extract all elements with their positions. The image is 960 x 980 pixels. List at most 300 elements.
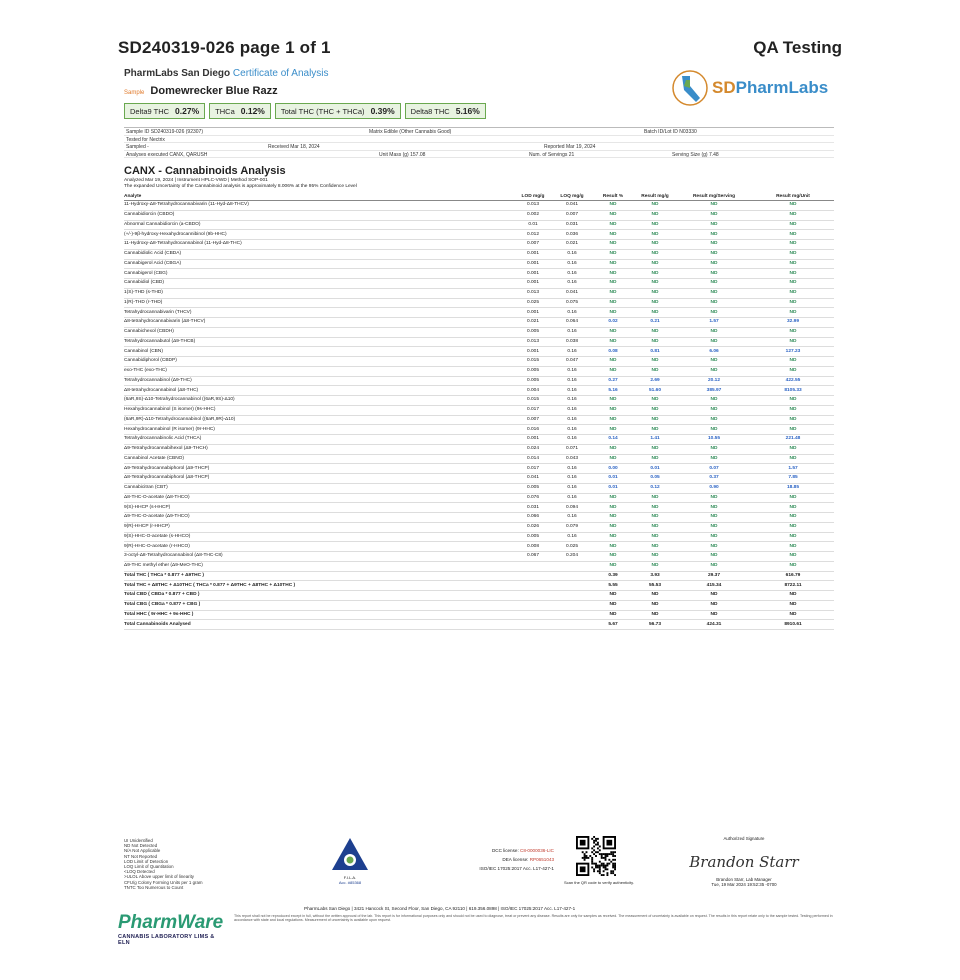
- result-cell: ND: [634, 259, 676, 269]
- result-cell: 0.05: [634, 474, 676, 484]
- potency-pill: [275, 103, 401, 119]
- cannabinoid-results-table: [124, 193, 834, 630]
- analyte-name: 9(S)-HHCP (s-HHCP): [124, 503, 514, 513]
- fila-logo-icon: [330, 836, 370, 874]
- result-cell: ND: [752, 288, 834, 298]
- result-cell: ND: [634, 513, 676, 523]
- empty-cell: [514, 591, 552, 601]
- analyte-name: Cannabicitran (CBT): [124, 483, 514, 493]
- result-cell: 0.017: [514, 464, 552, 474]
- result-cell: ND: [676, 532, 752, 542]
- result-cell: 0.013: [514, 337, 552, 347]
- table-row: [124, 542, 834, 552]
- total-value: ND: [634, 600, 676, 610]
- result-cell: ND: [676, 249, 752, 259]
- result-cell: 0.005: [514, 532, 552, 542]
- result-cell: 0.041: [552, 201, 592, 211]
- total-value: 3.93: [634, 571, 676, 581]
- total-value: 5.55: [592, 581, 634, 591]
- result-cell: 0.08: [592, 347, 634, 357]
- result-cell: ND: [752, 240, 834, 250]
- logo-text: SDPharmLabs: [712, 78, 829, 97]
- result-cell: ND: [752, 396, 834, 406]
- result-cell: ND: [634, 503, 676, 513]
- sample-metadata: [124, 127, 834, 159]
- table-row: [124, 259, 834, 269]
- total-value: 415.34: [676, 581, 752, 591]
- result-cell: ND: [592, 444, 634, 454]
- result-cell: ND: [676, 493, 752, 503]
- result-cell: ND: [676, 522, 752, 532]
- analyte-name: (+/-)-9β-hydroxy-Hexahydrocannibinol (9b-HHC): [124, 230, 514, 240]
- empty-cell: [514, 571, 552, 581]
- result-cell: ND: [592, 415, 634, 425]
- result-cell: ND: [676, 259, 752, 269]
- table-row: [124, 249, 834, 259]
- result-cell: ND: [676, 308, 752, 318]
- total-row: [124, 591, 834, 601]
- result-cell: ND: [752, 561, 834, 571]
- result-cell: ND: [676, 240, 752, 250]
- column-header: LOQ mg/g: [552, 193, 592, 201]
- total-label: Total Cannabinoids Analysed: [124, 620, 514, 630]
- result-cell: ND: [676, 561, 752, 571]
- result-cell: ND: [592, 240, 634, 250]
- result-cell: 0.16: [552, 483, 592, 493]
- result-cell: 0.064: [552, 318, 592, 328]
- result-cell: ND: [752, 201, 834, 211]
- result-cell: 221.48: [752, 435, 834, 445]
- result-cell: ND: [752, 425, 834, 435]
- qr-caption: Scan the QR code to verify authenticity.: [564, 880, 634, 885]
- result-cell: ND: [634, 240, 676, 250]
- empty-cell: [552, 610, 592, 620]
- result-cell: 385.97: [676, 386, 752, 396]
- table-row: [124, 464, 834, 474]
- total-row: [124, 610, 834, 620]
- table-row: [124, 318, 834, 328]
- fila-accreditation: [328, 836, 372, 885]
- table-row: [124, 376, 834, 386]
- result-cell: 0.016: [514, 425, 552, 435]
- analyte-name: Cannabidiphorol (CBDP): [124, 357, 514, 367]
- result-cell: 0.16: [552, 249, 592, 259]
- result-cell: 0.16: [552, 376, 592, 386]
- potency-pill: [124, 103, 205, 119]
- result-cell: ND: [592, 513, 634, 523]
- result-cell: ND: [752, 522, 834, 532]
- result-cell: 8105.33: [752, 386, 834, 396]
- result-cell: ND: [676, 220, 752, 230]
- result-cell: ND: [752, 542, 834, 552]
- result-cell: ND: [752, 503, 834, 513]
- total-value: ND: [752, 610, 834, 620]
- result-cell: 0.094: [552, 503, 592, 513]
- result-cell: 0.21: [634, 318, 676, 328]
- handwritten-signature: Brandon Starr: [689, 853, 799, 871]
- result-cell: ND: [752, 259, 834, 269]
- total-value: 616.79: [752, 571, 834, 581]
- result-cell: 0.16: [552, 474, 592, 484]
- table-row: [124, 415, 834, 425]
- result-cell: ND: [676, 269, 752, 279]
- result-cell: ND: [752, 513, 834, 523]
- result-cell: 127.23: [752, 347, 834, 357]
- signed-at: Tue, 19 Mar 2024 19:52:35 -0700: [711, 882, 777, 887]
- result-cell: ND: [592, 493, 634, 503]
- result-cell: 0.16: [552, 366, 592, 376]
- result-cell: ND: [676, 327, 752, 337]
- result-cell: ND: [634, 454, 676, 464]
- result-cell: 0.015: [514, 357, 552, 367]
- result-cell: 0.16: [552, 279, 592, 289]
- result-cell: 1.57: [676, 318, 752, 328]
- table-row: [124, 210, 834, 220]
- total-value: 8722.11: [752, 581, 834, 591]
- table-row: [124, 503, 834, 513]
- total-label: Total CBD ( CBDa * 0.877 + CBD ): [124, 591, 514, 601]
- analysis-title: CANX - Cannabinoids Analysis: [124, 165, 286, 177]
- num-servings: Num. of Servings 21: [529, 151, 575, 158]
- result-cell: 51.60: [634, 386, 676, 396]
- total-label: Total THC + Δ8THC + Δ10THC ( THCa * 0.877 + Δ9THC + Δ8THC + Δ10THC ): [124, 581, 514, 591]
- result-cell: 0.16: [552, 435, 592, 445]
- analyte-name: Tetrahydrocannabinol (Δ9-THC): [124, 376, 514, 386]
- result-cell: ND: [634, 561, 676, 571]
- result-cell: 0.015: [514, 396, 552, 406]
- legend-item: UI Unidentified: [124, 838, 153, 843]
- result-cell: 0.014: [514, 454, 552, 464]
- result-cell: 20.12: [676, 376, 752, 386]
- analyte-name: 1(S)-THD (s-THD): [124, 288, 514, 298]
- result-cell: [552, 561, 592, 571]
- pill-value: 0.27%: [175, 106, 200, 116]
- fila-acc: Acc. #85368: [338, 880, 362, 885]
- table-row: [124, 201, 834, 211]
- analyte-name: (6aR,9S)-Δ10-Tetrahydrocannabinol ((6aR,9S)-Δ10): [124, 396, 514, 406]
- result-cell: ND: [592, 425, 634, 435]
- result-cell: 0.16: [552, 405, 592, 415]
- verification-qr-code[interactable]: [576, 836, 616, 876]
- pharmware-wordmark: PharmWare: [118, 912, 224, 933]
- result-cell: ND: [752, 415, 834, 425]
- result-cell: 0.066: [514, 513, 552, 523]
- result-cell: ND: [592, 396, 634, 406]
- result-cell: 0.01: [514, 220, 552, 230]
- pill-value: 5.16%: [455, 106, 480, 116]
- result-cell: 0.07: [676, 464, 752, 474]
- analyte-name: Abnormal Cannabidiorcin (a-CBDO): [124, 220, 514, 230]
- empty-cell: [552, 591, 592, 601]
- result-cell: 0.16: [552, 425, 592, 435]
- analyte-name: Tetrahydrocannabivarin (THCV): [124, 308, 514, 318]
- result-cell: 0.90: [676, 483, 752, 493]
- reported: Reported Mar 19, 2024: [544, 144, 596, 150]
- total-row: [124, 581, 834, 591]
- result-cell: 0.013: [514, 288, 552, 298]
- result-cell: 0.01: [592, 483, 634, 493]
- result-cell: 2.69: [634, 376, 676, 386]
- dea-value: RP0651043: [529, 857, 554, 862]
- fila-label: F.I.L.A.: [343, 875, 357, 880]
- result-cell: ND: [676, 357, 752, 367]
- total-value: ND: [752, 600, 834, 610]
- result-cell: ND: [752, 366, 834, 376]
- table-row: [124, 230, 834, 240]
- result-cell: 0.021: [552, 240, 592, 250]
- empty-cell: [552, 581, 592, 591]
- result-cell: 0.16: [552, 493, 592, 503]
- result-cell: ND: [592, 405, 634, 415]
- pill-label: Delta9 THC: [130, 106, 170, 116]
- footer: [118, 836, 834, 946]
- total-value: 424.31: [676, 620, 752, 630]
- result-cell: 0.047: [552, 357, 592, 367]
- result-cell: ND: [634, 415, 676, 425]
- result-cell: ND: [592, 522, 634, 532]
- table-row: [124, 269, 834, 279]
- result-cell: 0.005: [514, 376, 552, 386]
- table-row: [124, 298, 834, 308]
- result-cell: ND: [592, 298, 634, 308]
- legend-item: >ULOL Above upper limit of linearity: [124, 874, 195, 880]
- result-cell: ND: [676, 288, 752, 298]
- result-cell: ND: [752, 249, 834, 259]
- total-value: ND: [592, 610, 634, 620]
- result-cell: 0.16: [552, 308, 592, 318]
- result-cell: ND: [592, 552, 634, 562]
- result-cell: 0.021: [514, 318, 552, 328]
- result-cell: 0.005: [514, 366, 552, 376]
- table-row: [124, 288, 834, 298]
- table-row: [124, 357, 834, 367]
- result-cell: ND: [592, 561, 634, 571]
- table-row: [124, 435, 834, 445]
- total-value: 5.67: [592, 620, 634, 630]
- result-cell: ND: [634, 552, 676, 562]
- table-row: [124, 522, 834, 532]
- total-value: 55.53: [634, 581, 676, 591]
- analyte-name: Cannabidiolic Acid (CBDA): [124, 249, 514, 259]
- result-cell: ND: [676, 337, 752, 347]
- result-cell: 0.02: [592, 318, 634, 328]
- empty-cell: [514, 610, 552, 620]
- result-cell: 0.002: [514, 210, 552, 220]
- table-row: [124, 493, 834, 503]
- result-cell: 0.001: [514, 308, 552, 318]
- sample-name: Domewrecker Blue Razz: [150, 85, 278, 97]
- result-cell: ND: [676, 279, 752, 289]
- result-cell: 0.075: [552, 298, 592, 308]
- result-cell: 0.008: [514, 542, 552, 552]
- result-cell: ND: [592, 230, 634, 240]
- analyte-name: Tetrahydrocannabinolic Acid (THCA): [124, 435, 514, 445]
- result-cell: ND: [752, 327, 834, 337]
- total-value: 8910.61: [752, 620, 834, 630]
- result-cell: 0.01: [592, 474, 634, 484]
- result-cell: ND: [592, 288, 634, 298]
- result-cell: 0.16: [552, 396, 592, 406]
- result-cell: 0.025: [514, 298, 552, 308]
- california-icon: [670, 66, 710, 110]
- result-cell: 0.01: [634, 464, 676, 474]
- sample-label: Sample: [124, 90, 145, 96]
- legend-item: N/A Not Applicable: [124, 848, 161, 854]
- lab-name: PharmLabs San Diego: [124, 68, 231, 79]
- result-cell: 0.012: [514, 230, 552, 240]
- result-cell: ND: [592, 366, 634, 376]
- table-row: [124, 366, 834, 376]
- total-label: Total THC ( THCa * 0.877 + Δ9THC ): [124, 571, 514, 581]
- empty-cell: [552, 620, 592, 630]
- result-cell: 32.99: [752, 318, 834, 328]
- result-cell: ND: [752, 298, 834, 308]
- total-value: ND: [676, 610, 752, 620]
- table-row: [124, 552, 834, 562]
- total-value: ND: [676, 600, 752, 610]
- result-cell: ND: [752, 279, 834, 289]
- result-cell: ND: [676, 425, 752, 435]
- dea-label: DEA license:: [502, 857, 529, 862]
- result-cell: ND: [634, 327, 676, 337]
- result-cell: 0.12: [634, 483, 676, 493]
- result-cell: 0.001: [514, 259, 552, 269]
- result-cell: 0.16: [552, 259, 592, 269]
- result-cell: 0.16: [552, 532, 592, 542]
- result-cell: 0.16: [552, 347, 592, 357]
- analyte-name: Cannabichexol (CBDH): [124, 327, 514, 337]
- result-cell: 0.16: [552, 327, 592, 337]
- result-cell: ND: [634, 425, 676, 435]
- table-row: [124, 561, 834, 571]
- result-cell: ND: [634, 493, 676, 503]
- total-value: ND: [676, 591, 752, 601]
- result-cell: ND: [634, 532, 676, 542]
- table-row: [124, 279, 834, 289]
- result-cell: ND: [634, 337, 676, 347]
- sampled: Sampled -: [126, 144, 149, 150]
- result-cell: ND: [592, 220, 634, 230]
- analyte-name: Δ8-THC-O-acetate (Δ8-THCO): [124, 493, 514, 503]
- legend-item: NT Not Reported: [124, 853, 158, 859]
- table-row: [124, 327, 834, 337]
- result-cell: ND: [634, 298, 676, 308]
- table-header-row: [124, 193, 834, 201]
- result-cell: ND: [752, 532, 834, 542]
- result-cell: 0.038: [552, 337, 592, 347]
- result-cell: ND: [676, 454, 752, 464]
- result-cell: ND: [634, 405, 676, 415]
- analyte-name: Δ8-tetrahydrocannabinol (Δ8-THC): [124, 386, 514, 396]
- result-cell: ND: [592, 532, 634, 542]
- certificate-sheet: [124, 64, 834, 630]
- analyte-name: Δ9-Tetrahydrocannabiphorol (Δ9-THCP): [124, 464, 514, 474]
- legend-item: LOD Limit of Detection: [124, 858, 169, 864]
- signature-block: [669, 836, 819, 887]
- analyte-name: 9(S)-HHC-O-acetate (s-HHCO): [124, 532, 514, 542]
- legend-item: LOQ Limit of Quantitation: [124, 864, 174, 870]
- matrix: Matrix Edible (Other Cannabis Good): [369, 129, 452, 135]
- result-cell: ND: [752, 454, 834, 464]
- result-cell: ND: [592, 337, 634, 347]
- analyte-name: Δ8-Tetrahydrocannabiphorol (Δ8-THCP): [124, 474, 514, 484]
- empty-cell: [514, 600, 552, 610]
- analyte-name: Tetrahydrocannabutol (Δ9-THCB): [124, 337, 514, 347]
- pill-label: THCa: [215, 106, 235, 116]
- result-cell: ND: [676, 230, 752, 240]
- analyte-name: Hexahydrocannabinol (S isomer) (9s-HHC): [124, 405, 514, 415]
- column-header: Analyte: [124, 193, 514, 201]
- signer-name: Brandon Starr, Lab Manager: [716, 877, 772, 882]
- result-cell: 5.16: [592, 386, 634, 396]
- analyte-name: 1(R)-THD (r-THD): [124, 298, 514, 308]
- result-cell: 0.017: [514, 405, 552, 415]
- result-cell: ND: [592, 327, 634, 337]
- result-cell: ND: [634, 308, 676, 318]
- result-cell: ND: [634, 220, 676, 230]
- result-cell: ND: [676, 513, 752, 523]
- result-cell: ND: [634, 201, 676, 211]
- abbreviation-legend: [124, 838, 244, 890]
- total-row: [124, 620, 834, 630]
- column-header: Result mg/g: [634, 193, 676, 201]
- analyte-name: Δ8-tetrahydrocannabivarin (Δ8-THCV): [124, 318, 514, 328]
- result-cell: ND: [752, 405, 834, 415]
- result-cell: 0.067: [514, 552, 552, 562]
- result-cell: 0.004: [514, 386, 552, 396]
- analysis-info: Analyzed Mar 19, 2024 | Instrument HPLC-VWD | Method SOP-001: [124, 178, 268, 183]
- result-cell: ND: [592, 210, 634, 220]
- result-cell: ND: [634, 249, 676, 259]
- result-cell: 0.076: [514, 493, 552, 503]
- result-cell: ND: [676, 396, 752, 406]
- table-row: [124, 483, 834, 493]
- result-cell: ND: [592, 503, 634, 513]
- result-cell: ND: [634, 357, 676, 367]
- total-value: ND: [634, 591, 676, 601]
- result-cell: ND: [752, 444, 834, 454]
- result-cell: ND: [752, 210, 834, 220]
- result-cell: ND: [752, 269, 834, 279]
- result-cell: 0.001: [514, 279, 552, 289]
- result-cell: ND: [676, 542, 752, 552]
- total-value: ND: [592, 591, 634, 601]
- result-cell: 0.16: [552, 269, 592, 279]
- legend-item: ND Not Detected: [124, 843, 158, 849]
- iso-accreditation: ISO/IEC 17025:2017 Acc. L17-427-1: [479, 866, 554, 871]
- empty-cell: [514, 581, 552, 591]
- result-cell: ND: [592, 542, 634, 552]
- result-cell: 0.37: [676, 474, 752, 484]
- table-row: [124, 405, 834, 415]
- result-cell: ND: [634, 269, 676, 279]
- analyte-name: exo-THC (exo-THC): [124, 366, 514, 376]
- result-cell: ND: [676, 405, 752, 415]
- result-cell: ND: [634, 230, 676, 240]
- serving-size: Serving Size (g) 7.48: [672, 151, 719, 158]
- result-cell: 0.00: [592, 464, 634, 474]
- analyte-name: Cannabinol Acetate (CBNO): [124, 454, 514, 464]
- result-cell: 0.007: [514, 240, 552, 250]
- analyte-name: Cannabidiorcin (CBDO): [124, 210, 514, 220]
- document-id: SD240319-026 page 1 of 1: [118, 38, 331, 57]
- result-cell: 0.071: [552, 444, 592, 454]
- result-cell: 7.85: [752, 474, 834, 484]
- sdpharmlabs-logo: [670, 66, 830, 110]
- uncertainty-note: The expanded Uncertainty of the Cannabinoid analysis is approximately 8.006% at the 95% Confidence Level: [124, 184, 357, 189]
- result-cell: ND: [592, 259, 634, 269]
- result-cell: ND: [634, 396, 676, 406]
